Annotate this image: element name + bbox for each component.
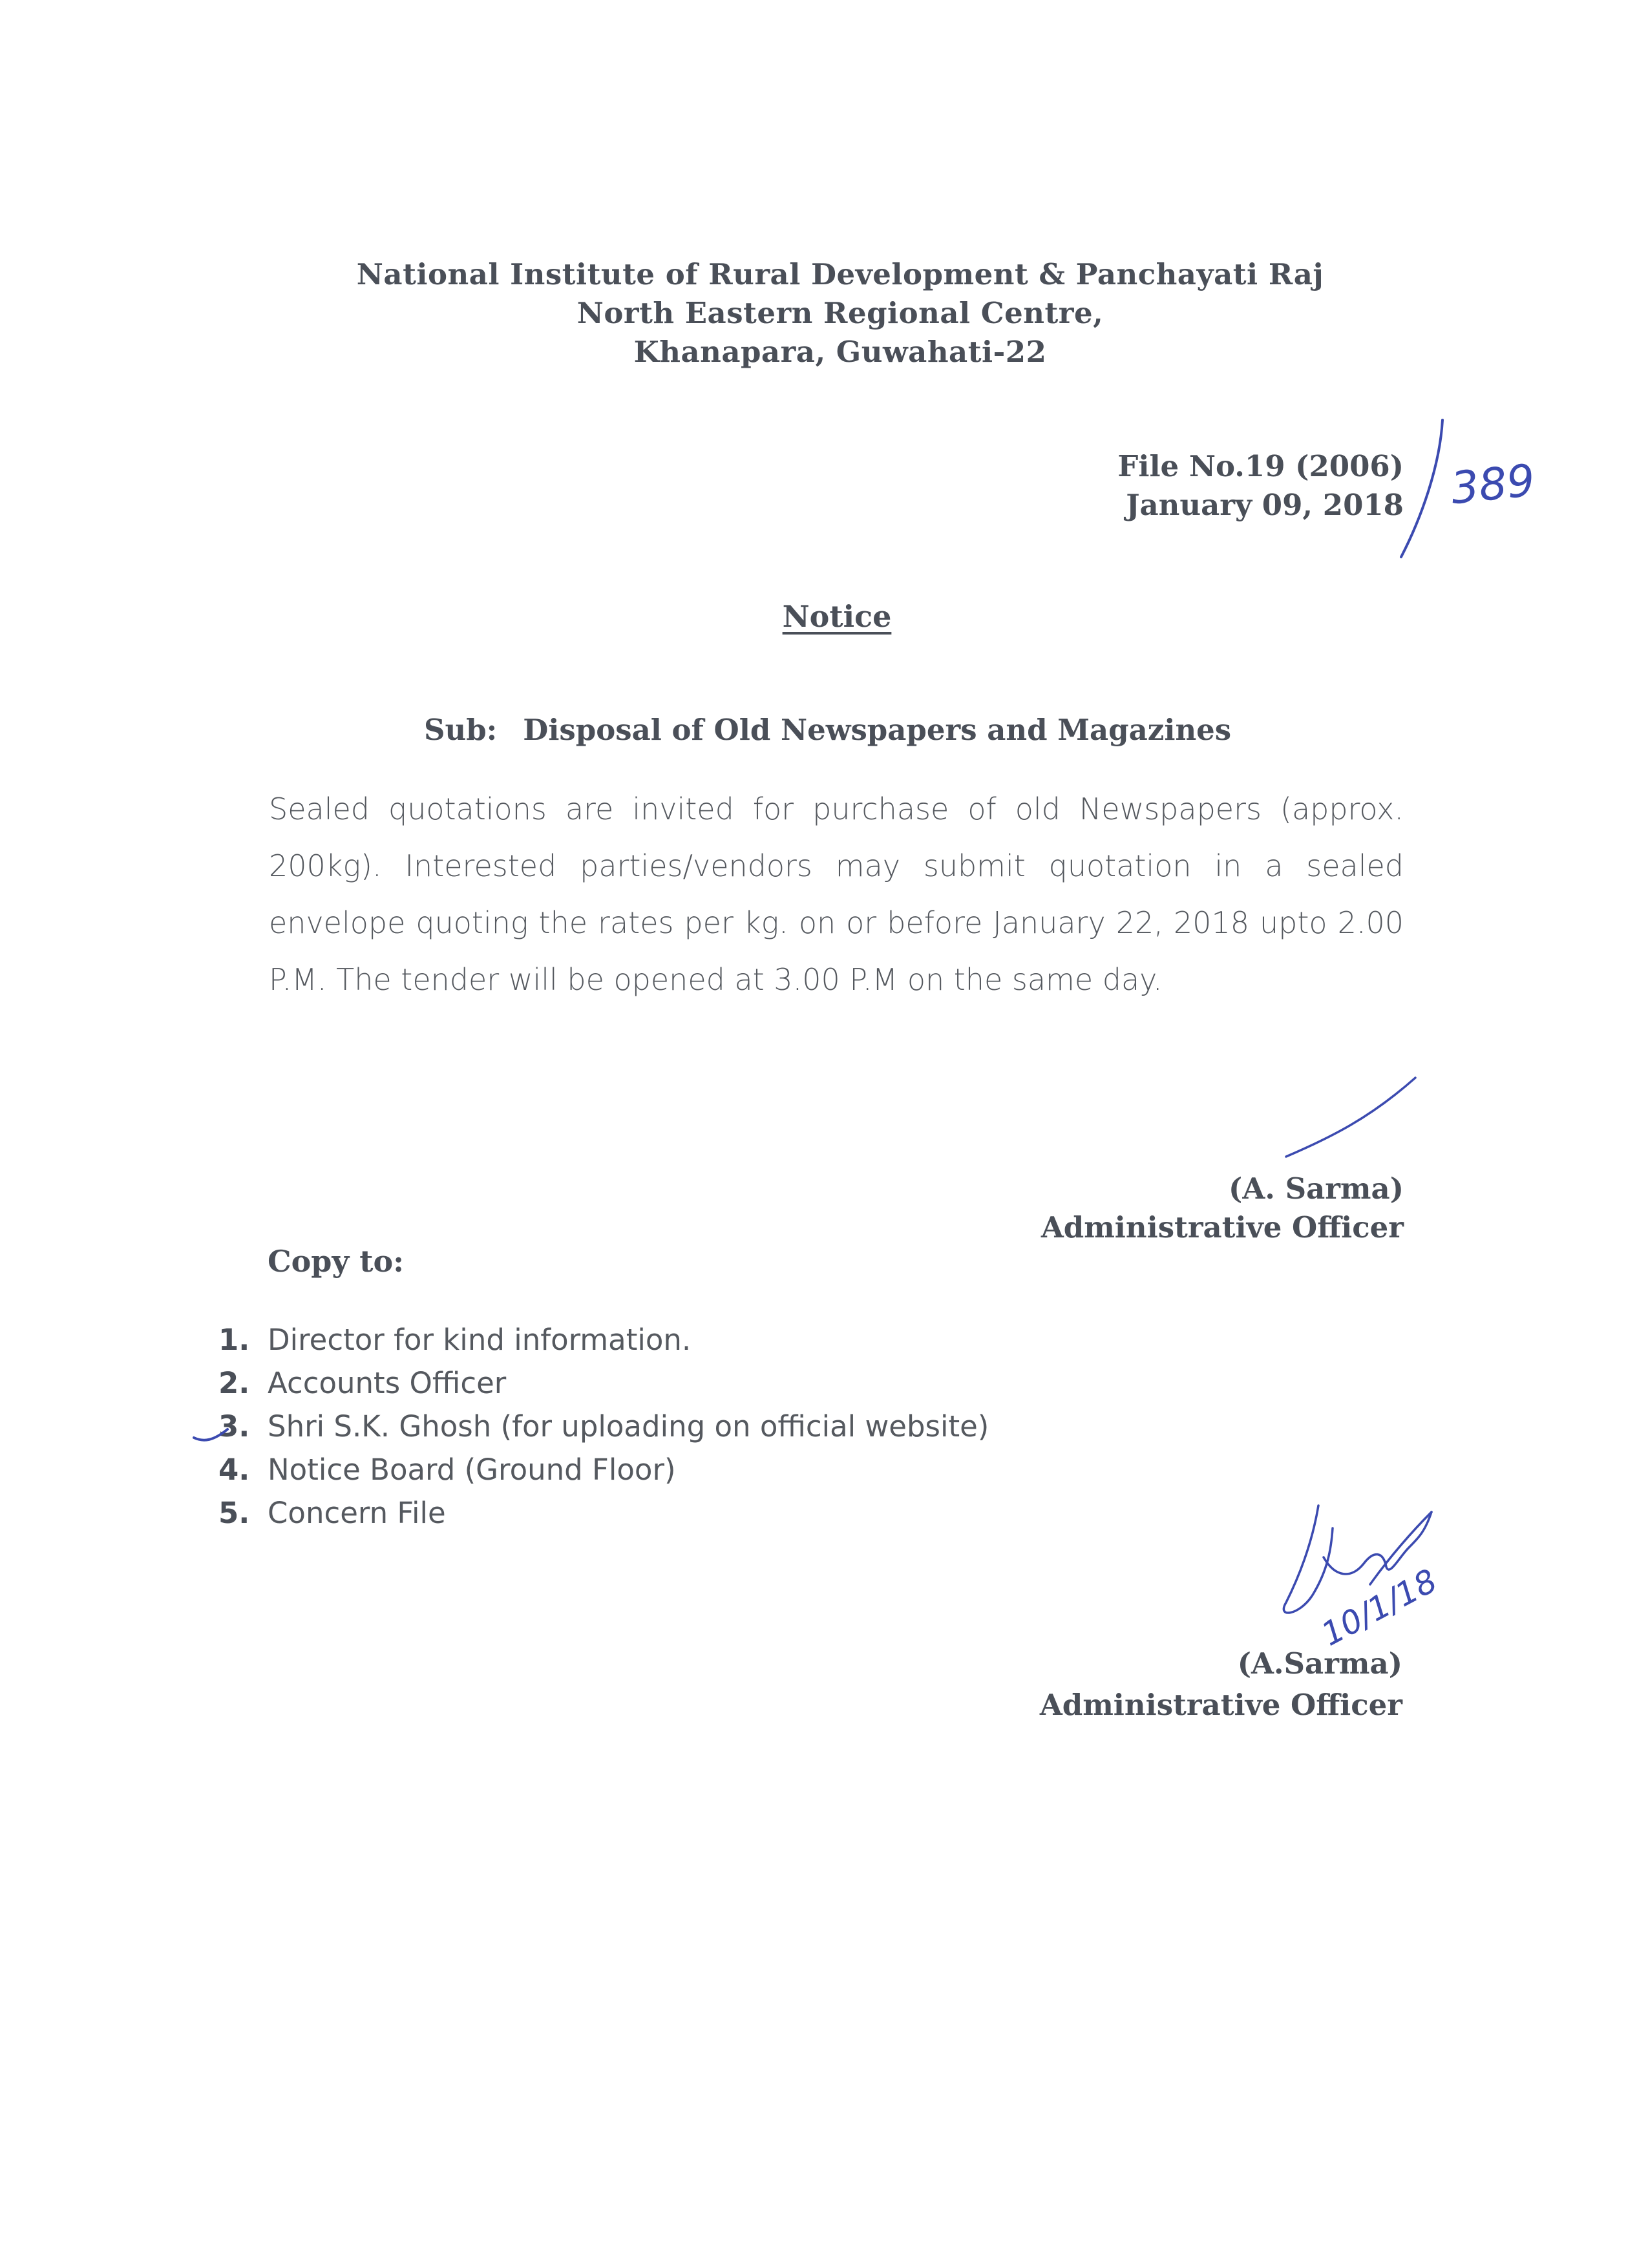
notice-body: Sealed quotations are invited for purchase of old Newspapers (approx. 200kg). Interested parties/vendors may submit quotation in a sealed envelope quoting the rates per kg. on or before January 22, 2018 upto 2.00 P.M. The tender will be opened at 3.00 P.M on the same day. — [269, 792, 1404, 997]
copy-to-label: Copy to: — [268, 1244, 405, 1279]
institute-name: National Institute of Rural Development & Panchayati Raj — [356, 257, 1324, 291]
address: Khanapara, Guwahati-22 — [633, 335, 1047, 369]
signature-stroke-1 — [1286, 1078, 1415, 1157]
subject-label: Sub: — [424, 713, 498, 747]
signatory-name: (A. Sarma) — [1229, 1171, 1404, 1206]
notice-date: January 09, 2018 — [1126, 488, 1404, 522]
list-number: 5. — [218, 1496, 250, 1530]
notice-title: Notice — [782, 599, 892, 634]
handwritten-file-number: 389 — [1448, 455, 1537, 515]
file-number: File No.19 (2006) — [1117, 449, 1404, 483]
list-number: 4. — [218, 1453, 250, 1487]
list-number: 1. — [218, 1323, 250, 1357]
subject-text: Disposal of Old Newspapers and Magazines — [523, 713, 1232, 747]
regional-centre: North Eastern Regional Centre, — [576, 296, 1104, 330]
signatory-designation: Administrative Officer — [1039, 1688, 1402, 1722]
list-text: Concern File — [268, 1496, 446, 1530]
list-number: 2. — [218, 1366, 250, 1400]
signatory-designation: Administrative Officer — [1041, 1210, 1404, 1244]
list-text: Shri S.K. Ghosh (for uploading on official website) — [268, 1409, 989, 1444]
list-text: Accounts Officer — [268, 1366, 507, 1400]
signatory-name: (A.Sarma) — [1237, 1646, 1402, 1681]
tick-mark — [194, 1429, 227, 1440]
list-text: Notice Board (Ground Floor) — [268, 1453, 676, 1487]
list-text: Director for kind information. — [268, 1323, 692, 1357]
signature-date: 10/1/18 — [1315, 1562, 1443, 1654]
list-number: 3. — [218, 1409, 250, 1444]
file-slash-mark — [1401, 420, 1442, 557]
